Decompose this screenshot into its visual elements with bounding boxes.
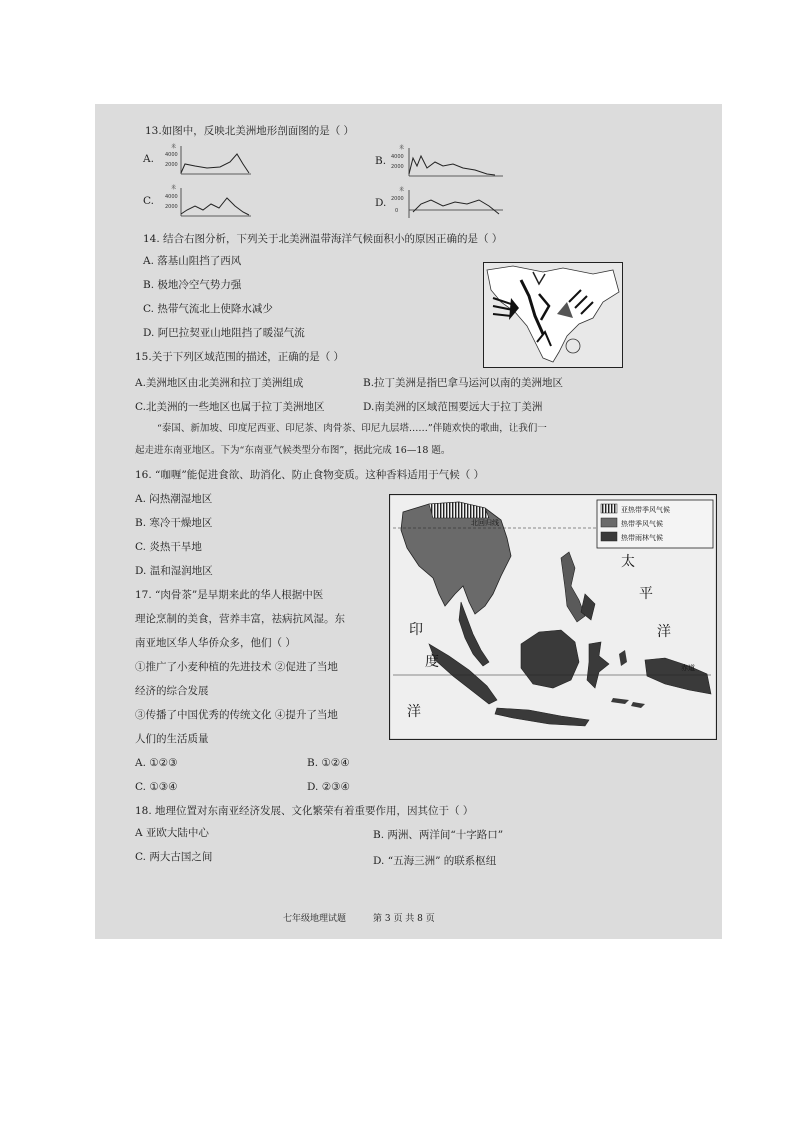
q17-option-c: C. ①③④: [135, 781, 178, 793]
pacific-ocean-char-2: 平: [639, 586, 653, 602]
q18-option-b: B. 两洲、两洋间“十字路口”: [373, 829, 504, 841]
q17-option-b: B. ①②④: [307, 757, 350, 769]
q13-profile-d: [391, 186, 511, 222]
q18-stem: 18. 地理位置对东南亚经济发展、文化繁荣有着重要作用，因其位于（ ）: [135, 805, 474, 817]
indian-ocean-char-1: 印: [409, 622, 423, 638]
q17-option-d: D. ②③④: [307, 781, 350, 793]
q14-option-a: A. 落基山阻挡了西风: [143, 255, 242, 267]
q14-option-d: D. 阿巴拉契亚山地阻挡了暖湿气流: [143, 327, 305, 339]
q17-line-6: ③传播了中国优秀的传统文化 ④提升了当地: [135, 709, 338, 721]
pacific-ocean-char-3: 洋: [657, 624, 671, 640]
q15-option-a: A.美洲地区由北美洲和拉丁美洲组成: [135, 377, 304, 389]
q16-stem: 16. “咖喱”能促进食欲、助消化、防止食物变质。这种香料适用于气候（ ）: [135, 469, 485, 481]
q13-d-unit: 米: [399, 187, 405, 193]
q14-stem: 14. 结合右图分析，下列关于北美洲温带海洋气候面积小的原因正确的是（ ）: [143, 233, 503, 245]
q16-option-a: A. 闷热潮湿地区: [135, 493, 213, 505]
q17-option-a: A. ①②③: [135, 757, 178, 769]
q17-line-5: 经济的综合发展: [135, 685, 209, 697]
q18-option-a: A 亚欧大陆中心: [135, 827, 209, 839]
footer-page-number: 第 3 页 共 8 页: [373, 914, 435, 924]
q14-option-b: B. 极地冷空气势力强: [143, 279, 242, 291]
indian-ocean-char-3: 洋: [407, 704, 421, 720]
passage-line-1: “泰国、新加坡、印度尼西亚、印尼茶、肉骨茶、印尼九层塔……”伴随欢快的歌曲，让我们一: [157, 423, 547, 434]
q18-option-d: D. “五海三洲” 的联系枢纽: [373, 855, 497, 867]
q15-option-b: B.拉丁美洲是指巴拿马运河以南的美洲地区: [363, 377, 564, 389]
q15-stem: 15.关于下列区域范围的描述，正确的是（ ）: [135, 351, 345, 363]
legend-subtropical-monsoon: 亚热带季风气候: [621, 506, 670, 514]
q16-option-b: B. 寒冷干燥地区: [135, 517, 213, 529]
southeast-asia-climate-map: [389, 494, 717, 740]
q17-line-1: 17. “肉骨茶”是早期来此的华人根据中医: [135, 589, 324, 601]
q13-option-d-letter: D.: [375, 197, 387, 209]
q13-option-b-letter: B.: [375, 155, 387, 167]
legend-tropical-rainforest: 热带雨林气候: [621, 534, 663, 542]
q17-line-2: 理论烹制的美食，营养丰富，祛病抗风湿。东: [135, 613, 345, 625]
q13-c-ymid: 2000: [165, 204, 178, 210]
q13-d-ymid: 0: [395, 208, 399, 214]
q16-option-d: D. 温和湿润地区: [135, 565, 213, 577]
q17-line-3: 南亚地区华人华侨众多，他们（ ）: [135, 637, 296, 649]
q17-line-4: ①推广了小麦种植的先进技术 ②促进了当地: [135, 661, 338, 673]
q14-option-c: C. 热带气流北上使降水减少: [143, 303, 273, 315]
q13-profile-c: [165, 184, 255, 220]
q17-line-7: 人们的生活质量: [135, 733, 209, 745]
q13-b-unit: 米: [399, 145, 405, 151]
legend-tropical-monsoon: 热带季风气候: [621, 520, 663, 528]
pacific-ocean-char-1: 太: [621, 554, 635, 570]
q13-c-unit: 米: [171, 185, 177, 191]
q15-option-d: D.南美洲的区域范围要远大于拉丁美洲: [363, 401, 543, 413]
footer-subject: 七年级地理试题: [283, 914, 347, 924]
q15-option-c: C.北美洲的一些地区也属于拉丁美洲地区: [135, 401, 325, 413]
q13-a-ymid: 2000: [165, 162, 178, 168]
q13-profile-b: [391, 144, 511, 180]
q13-b-ymax: 4000: [391, 154, 404, 160]
north-america-airflow-map: [483, 262, 623, 368]
q13-option-c-letter: C.: [143, 195, 154, 207]
q13-option-a-letter: A.: [143, 153, 154, 165]
tropic-of-cancer-label: 北回归线: [471, 519, 499, 527]
q13-stem: 13.如图中，反映北美洲地形剖面图的是（ ）: [145, 125, 355, 137]
q13-b-ymid: 2000: [391, 164, 404, 170]
passage-line-2: 起走进东南亚地区。下为“东南亚气候类型分布图”，据此完成 16—18 题。: [135, 445, 451, 456]
q13-d-ymax: 2000: [391, 196, 404, 202]
q18-option-c: C. 两大古国之间: [135, 851, 213, 863]
q13-a-unit: 米: [171, 144, 177, 150]
q13-c-ymax: 4000: [165, 194, 178, 200]
q13-profile-a: [165, 142, 255, 178]
q16-option-c: C. 炎热干旱地: [135, 541, 202, 553]
equator-label: 赤道: [681, 664, 695, 672]
q13-a-ymax: 4000: [165, 152, 178, 158]
exam-page: [95, 104, 722, 939]
indian-ocean-char-2: 度: [425, 654, 439, 670]
